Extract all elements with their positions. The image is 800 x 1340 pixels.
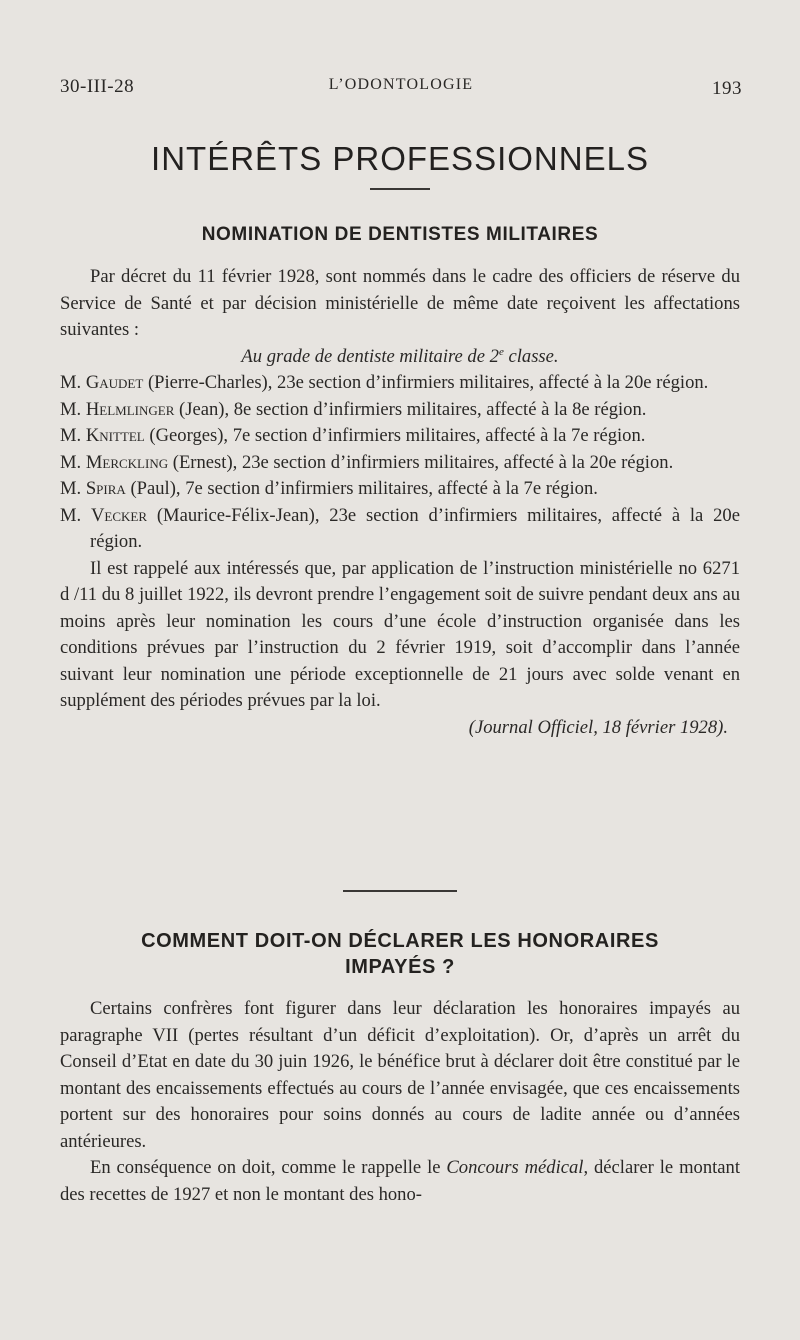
article-title-nomination: NOMINATION DE DENTISTES MILITAIRES — [201, 224, 599, 245]
nomination-list — [60, 370, 740, 556]
entry-name: Helmlinger — [85, 398, 175, 420]
nomination-entry — [60, 450, 740, 477]
nomination-entry — [60, 370, 740, 397]
reminder-paragraph: Il est rappelé aux intéressés que, par application de l’instruction ministérielle no 6271 d /11 du 8 juillet 1922, ils devront prendre l’engagement soit de suivre pendant deux ans au moins après leur nomination les cours d’une école d’instruction organisée dans les conditions prévues par l’instruction du 2 février 1919, soit d’accomplir dans l’année suivant leur nomination une période exceptionnelle de 21 jours avec solde venant en supplément des périodes prévues par la loi. — [60, 557, 740, 711]
entry-details: (Ernest), 23e section d’infirmiers militaires, affecté à la 20e région. — [168, 451, 674, 473]
entry-name: Gaudet — [85, 372, 144, 393]
entry-prefix: M. — [60, 425, 86, 446]
entry-details: (Georges), 7e section d’infirmiers militaires, affecté à la 7e région. — [144, 425, 646, 446]
article-title-honoraires-line2: IMPAYÉS ? — [345, 956, 455, 978]
entry-details: (Jean), 8e section d’infirmiers militaires, affecté à la 8e région. — [174, 398, 647, 420]
nomination-entry — [60, 423, 740, 450]
entry-prefix: M. — [60, 478, 86, 499]
entry-name: Vecker — [91, 504, 148, 526]
entry-prefix: M. — [60, 398, 86, 420]
separator-rule — [343, 890, 457, 892]
entry-prefix: M. — [60, 372, 86, 393]
para2-end: , déclarer le montant des recettes de 1927 et non le montant des hono- — [60, 1157, 741, 1205]
entry-details: (Paul), 7e section d’infirmiers militaires, affecté à la 7e région. — [125, 478, 598, 499]
para2-italic: Concours médical — [446, 1157, 584, 1178]
intro-paragraph: Par décret du 11 février 1928, sont nommés dans le cadre des officiers de réserve du Service de Santé et par décision ministérielle de même date reçoivent les affectations suivantes : — [60, 266, 740, 340]
article-title-honoraires-line1: COMMENT DOIT-ON DÉCLARER LES HONORAIRES — [141, 930, 659, 952]
article-body-nomination — [60, 264, 740, 741]
running-header — [60, 76, 742, 106]
journal-name: L’ODONTOLOGIE — [328, 76, 474, 93]
entry-name: Merckling — [85, 451, 169, 473]
entry-details: (Maurice-Félix-Jean), 23e section d’infirmiers militaires, affecté à la 20e région. — [90, 504, 740, 552]
nomination-entry — [60, 397, 740, 424]
grade-heading: Au grade de dentiste militaire de 2e classe. — [241, 345, 559, 367]
entry-details: (Pierre-Charles), 23e section d’infirmiers militaires, affecté à la 20e région. — [143, 372, 709, 393]
section-title: INTÉRÊTS PROFESSIONNELS — [151, 140, 649, 177]
honoraires-paragraph-2 — [60, 1155, 740, 1208]
nomination-entry — [60, 476, 740, 503]
entry-prefix: M. — [60, 504, 91, 526]
para2-start: En conséquence on doit, comme le rappelle le — [90, 1157, 447, 1178]
article-body-honoraires — [60, 996, 740, 1208]
page-number: 193 — [712, 78, 742, 99]
citation-text: (Journal Officiel, 18 février 1928). — [468, 716, 728, 738]
issue-date: 30-III-28 — [60, 76, 135, 97]
entry-name: Spira — [85, 478, 126, 499]
nomination-entry — [60, 503, 740, 556]
entry-prefix: M. — [60, 451, 86, 473]
title-rule — [370, 188, 430, 190]
citation — [60, 715, 740, 742]
entry-name: Knittel — [85, 425, 145, 446]
honoraires-paragraph-1: Certains confrères font figurer dans leur déclaration les honoraires impayés au paragraphe VII (pertes résultant d’un déficit d’exploitation). Or, d’après un arrêt du Conseil d’Etat en date du 30 juin 1926, le bénéfice brut à déclarer doit être constitué par le montant des encaissements effectués au cours de l’année envisagée, que ces encaissements portent sur des honoraires pour soins donnés au cours de ladite année ou d’années antérieures. — [60, 998, 740, 1152]
